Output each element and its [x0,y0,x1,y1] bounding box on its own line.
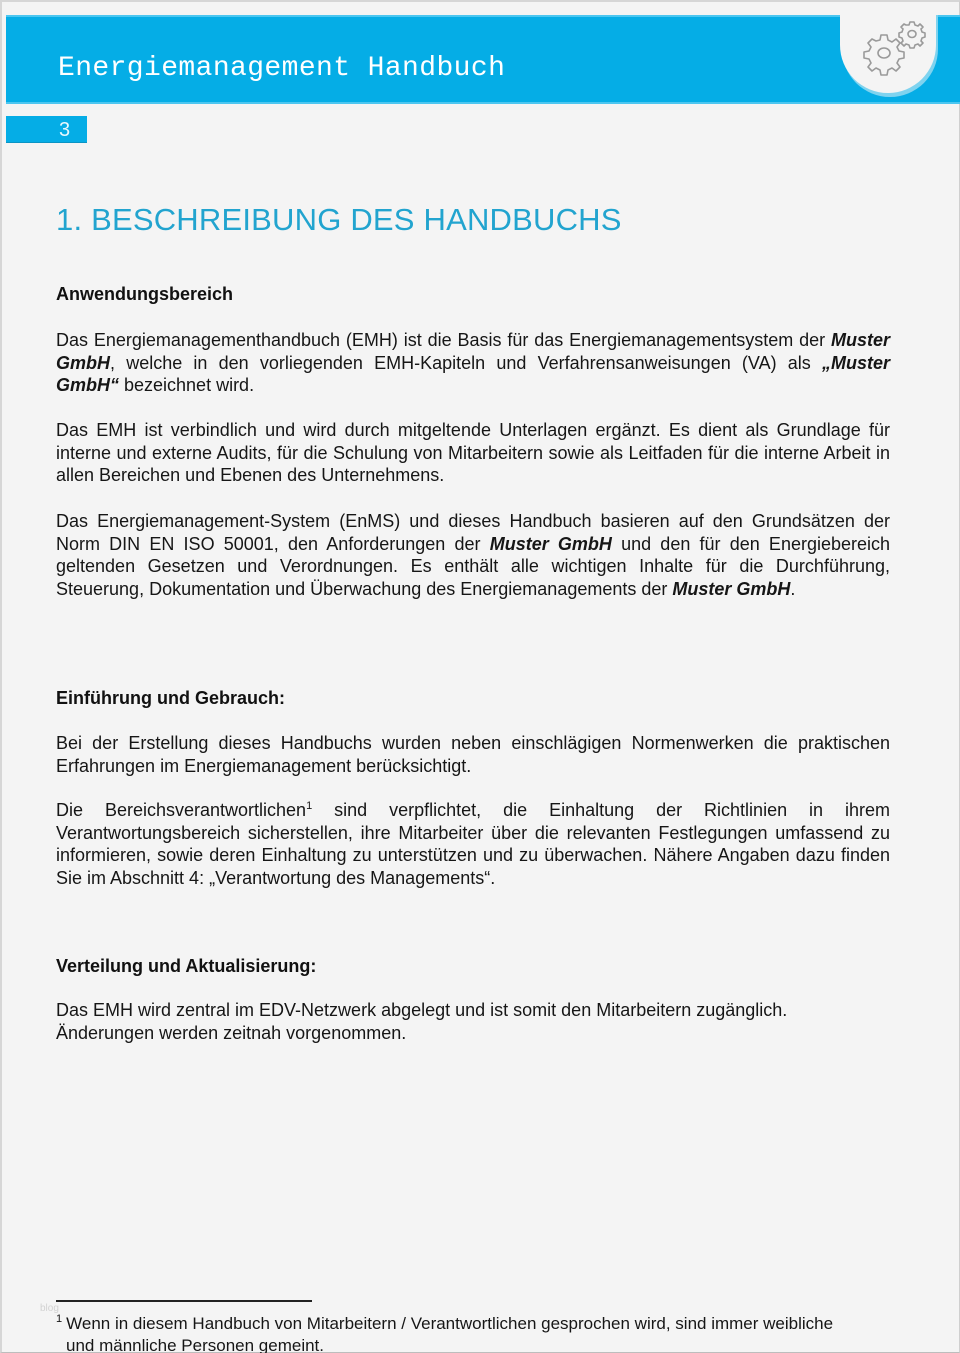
company-name-quoted: „Muster GmbH“ [56,352,890,396]
footnote-text: Wenn in diesem Handbuch von Mitarbeitern / Verantwortlichen gesprochen wird, sind immer weibliche [66,1314,834,1333]
text-span: Die Bereichsverantwortlichen [56,800,307,820]
text-line: Das EMH wird zentral im EDV-Netzwerk abgelegt und ist somit den Mitarbeitern zugänglich. [56,1000,788,1020]
section-heading-einfuehrung: Einführung und Gebrauch: [56,688,285,708]
footnote-reference[interactable]: 1 [306,800,313,812]
footnote [56,1313,916,1353]
text-span: bezeichnet wird. [119,375,255,396]
text-span: sind verpflichtet, die Einhaltung der Richtlinien in ihrem Verantwortungsbereich sicherstellen, ihre Mitarbeiter über die relevanten Festlegungen umfassend zu informieren, sowie deren Einhaltung zu unterstützen und zu überwachen. Nähere Angaben dazu finden Sie im Abschnitt 4: „Verantwortung des Managements“. [56,800,891,888]
company-name: Muster GmbH [56,330,890,373]
footnote-text-continued: und männliche Personen gemeint. [66,1335,324,1353]
header-band [6,15,960,104]
text-span: . [790,578,796,599]
paragraph-emh-basis [56,329,890,397]
footnote-separator [56,1300,312,1302]
section-heading-verteilung: Verteilung und Aktualisierung: [56,956,317,976]
paragraph-emh-verbindlich: Das EMH ist verbindlich und wird durch mitgeltende Unterlagen ergänzt. Es dient als Grundlage für interne und externe Audits, für die Schulung von Mitarbeitern sowie als Leitfaden für die interne Arbeit in allen Bereichen und Ebenen des Unternehmens. [56,420,890,486]
text-span: , welche in den vorliegenden EMH-Kapiteln und Verfahrensanweisungen (VA) als [110,352,822,373]
text-line: Änderungen werden zeitnah vorgenommen. [56,1022,407,1043]
gear-badge [840,11,936,93]
paragraph-enms-grundlagen [56,510,890,600]
paragraph-verteilung [56,999,890,1044]
header-title: Energiemanagement Handbuch [58,53,506,84]
paragraph-bereichsverantwortliche [56,799,890,889]
chapter-title: 1. BESCHREIBUNG DES HANDBUCHS [56,202,622,237]
company-name: Muster GmbH [489,533,612,554]
page-number-box [6,116,87,143]
footnote-marker: 1 [56,1313,63,1326]
text-span: Das Energiemanagement-System (EnMS) und dieses Handbuch basieren auf den Grundsätzen der Norm DIN EN ISO 50001, den Anforderungen der [56,511,890,554]
watermark: blog [40,1303,59,1314]
section-heading-anwendungsbereich: Anwendungsbereich [56,284,234,304]
paragraph-erstellung: Bei der Erstellung dieses Handbuchs wurden neben einschlägigen Normenwerken die praktischen Erfahrungen im Energiemanagement berücksichtigt. [56,733,890,776]
page-number: 3 [59,119,71,141]
company-name: Muster GmbH [672,578,791,599]
text-span: und den für den Energiebereich geltenden Gesetzen und Verordnungen. Es enthält alle wichtigen Inhalte für die Durchführung, Steuerung, Dokumentation und Überwachung des Energiemanagements der [56,533,891,599]
text-span: Das Energiemanagementhandbuch (EMH) ist die Basis für das Energiemanagementsystem der [56,330,831,350]
